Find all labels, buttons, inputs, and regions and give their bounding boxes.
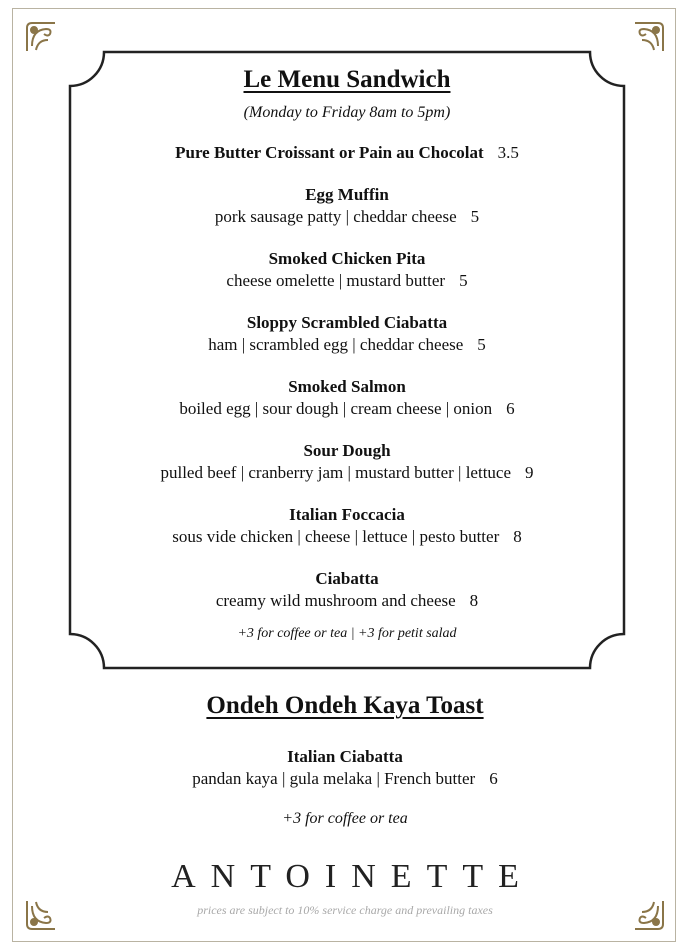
menu-item (68, 248, 626, 292)
item-name: Ciabatta (315, 569, 379, 588)
item-price: 5 (470, 207, 480, 226)
menu-title: Le Menu Sandwich (243, 66, 451, 93)
menu-item (68, 142, 626, 164)
menu-item (68, 504, 626, 548)
menu-item (68, 184, 626, 228)
menu-item (68, 376, 626, 420)
item-price: 8 (469, 591, 479, 610)
item-desc: pandan kaya | gula melaka | French butter (192, 769, 476, 788)
item-desc: cheese omelette | mustard butter (226, 271, 446, 290)
item-name: Smoked Chicken Pita (268, 249, 426, 268)
menu-item (0, 746, 690, 790)
item-desc: pulled beef | cranberry jam | mustard butter | lettuce (160, 463, 512, 482)
item-desc: pork sausage patty | cheddar cheese (214, 207, 457, 226)
footnote: prices are subject to 10% service charge and prevailing taxes (197, 903, 493, 917)
item-price: 9 (525, 463, 534, 482)
addon-note: +3 for coffee or tea | +3 for petit salad (237, 626, 457, 641)
item-name: Egg Muffin (305, 185, 389, 204)
menu-item (68, 568, 626, 612)
item-price: 6 (489, 769, 498, 788)
item-price: 5 (459, 271, 468, 290)
menu-item (68, 312, 626, 356)
item-name: Italian Ciabatta (287, 747, 403, 766)
menu-hours: (Monday to Friday 8am to 5pm) (243, 104, 451, 121)
item-price: 5 (477, 335, 486, 354)
item-desc: boiled egg | sour dough | cream cheese | onion (179, 399, 493, 418)
kaya-title: Ondeh Ondeh Kaya Toast (206, 692, 484, 719)
ornament-corner-icon (632, 20, 666, 54)
item-price: 6 (506, 399, 515, 418)
item-name: Pure Butter Croissant or Pain au Chocolat (175, 143, 484, 162)
item-name: Italian Foccacia (289, 505, 405, 524)
item-name: Sloppy Scrambled Ciabatta (246, 313, 448, 332)
kaya-menu (0, 692, 690, 827)
item-price: 8 (513, 527, 522, 546)
menu-item (68, 440, 626, 484)
item-name: Sour Dough (303, 441, 391, 460)
item-desc: creamy wild mushroom and cheese (215, 591, 456, 610)
ornament-corner-icon (24, 20, 58, 54)
item-desc: ham | scrambled egg | cheddar cheese (208, 335, 464, 354)
brand-logo: ANTOINETTE (171, 858, 534, 895)
item-desc: sous vide chicken | cheese | lettuce | pesto butter (172, 527, 500, 546)
item-price: 3.5 (497, 143, 519, 162)
item-name: Smoked Salmon (288, 377, 406, 396)
addon-note: +3 for coffee or tea (282, 810, 408, 827)
